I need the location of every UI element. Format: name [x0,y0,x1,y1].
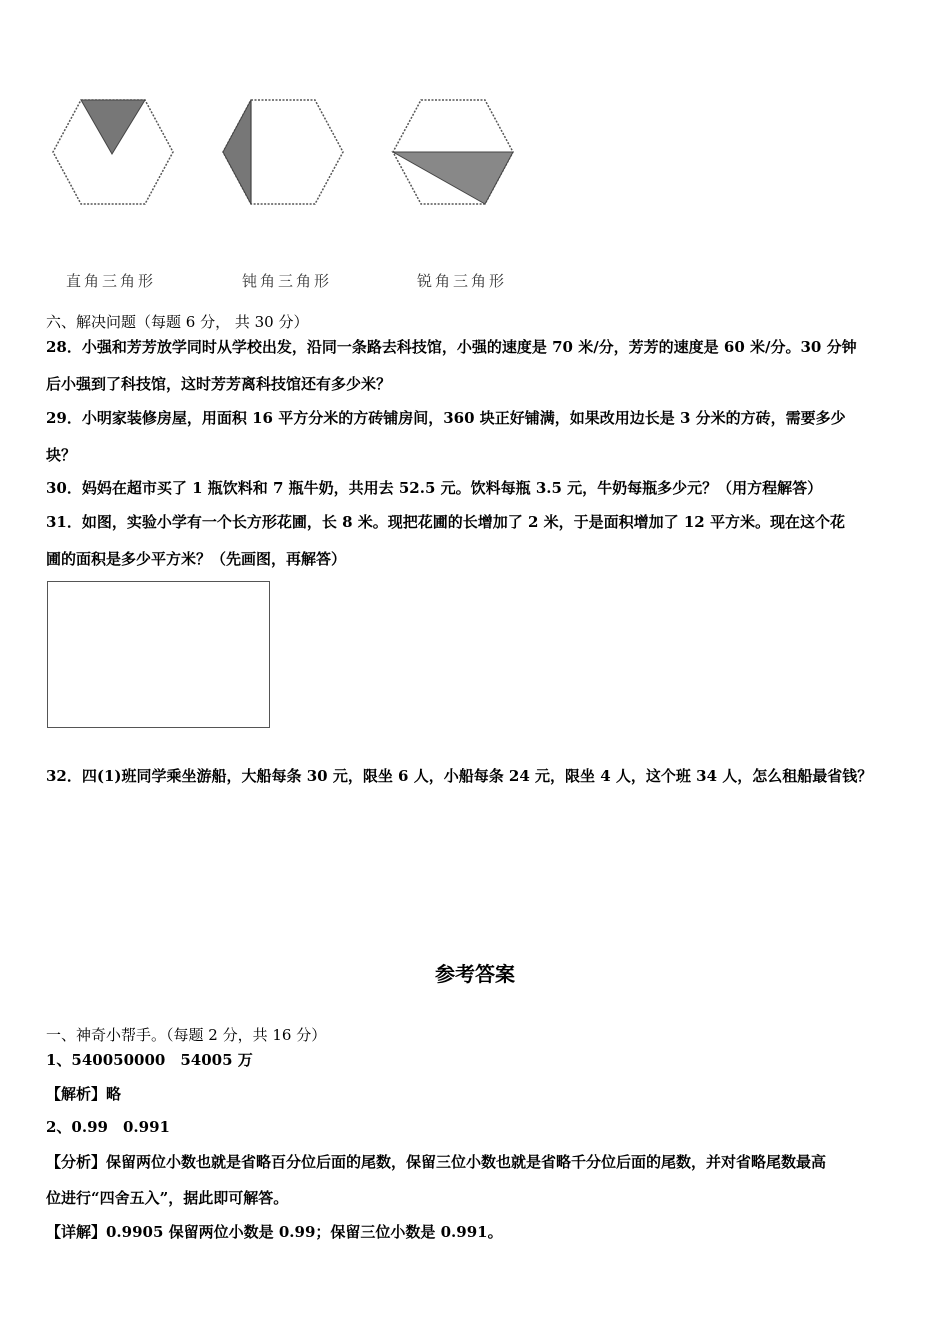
shaded-obtuse-triangle [223,100,251,204]
hexagon-right-triangle-figure [48,96,178,208]
hexagon-obtuse-triangle-figure [218,96,348,208]
answer-1: 1、540050000 54005 万 [46,1051,253,1069]
answers-title: 参考答案 [435,962,515,986]
answer-2-analysis-line1: 【分析】保留两位小数也就是省略百分位后面的尾数，保留三位小数也就是省略千分位后面的尾数，并对省略尾数最高 [46,1153,827,1171]
question-29-line1: 29．小明家装修房屋，用面积 16 平方分米的方砖铺房间，360 块正好铺满，如果改用边长是 3 分米的方砖，需要多少 [46,409,846,427]
question-31-line2: 圃的面积是多少平方米？（先画图，再解答） [46,550,347,568]
answer-2: 2、0.99 0.991 [46,1118,170,1136]
label-right-triangle: 直角三角形 [66,272,157,290]
answers-section1-heading: 一、神奇小帮手。（每题 2 分，共 16 分） [46,1026,327,1044]
question-30: 30．妈妈在超市买了 1 瓶饮料和 7 瓶牛奶，共用去 52.5 元。饮料每瓶 3.5 元，牛奶每瓶多少元？（用方程解答） [46,479,823,497]
label-acute-triangle: 锐角三角形 [417,272,508,290]
label-obtuse-triangle: 钝角三角形 [242,272,333,290]
question-29-line2: 块？ [46,446,77,464]
shaded-acute-triangle [393,152,513,204]
question-28-line2: 后小强到了科技馆，这时芳芳离科技馆还有多少米？ [46,375,392,393]
section6-heading: 六、解决问题（每题 6 分， 共 30 分） [46,313,309,331]
shaded-right-triangle [81,100,145,154]
answer-1-analysis: 【解析】略 [46,1085,122,1103]
question-32: 32．四(1)班同学乘坐游船，大船每条 30 元，限坐 6 人，小船每条 24 元，限坐 4 人，这个班 34 人，怎么租船最省钱？ [46,767,873,785]
flower-bed-drawing-box [47,581,270,728]
question-28-line1: 28．小强和芳芳放学同时从学校出发，沿同一条路去科技馆，小强的速度是 70 米/分，芳芳的速度是 60 米/分。30 分钟 [46,338,857,356]
answer-2-analysis-line2: 位进行“四舍五入”，据此即可解答。 [46,1189,289,1207]
question-31-line1: 31．如图，实验小学有一个长方形花圃，长 8 米。现把花圃的长增加了 2 米，于是面积增加了 12 平方米。现在这个花 [46,513,845,531]
answer-2-detail: 【详解】0.9905 保留两位小数是 0.99；保留三位小数是 0.991。 [46,1223,503,1241]
hexagon-acute-triangle-figure [388,96,518,208]
